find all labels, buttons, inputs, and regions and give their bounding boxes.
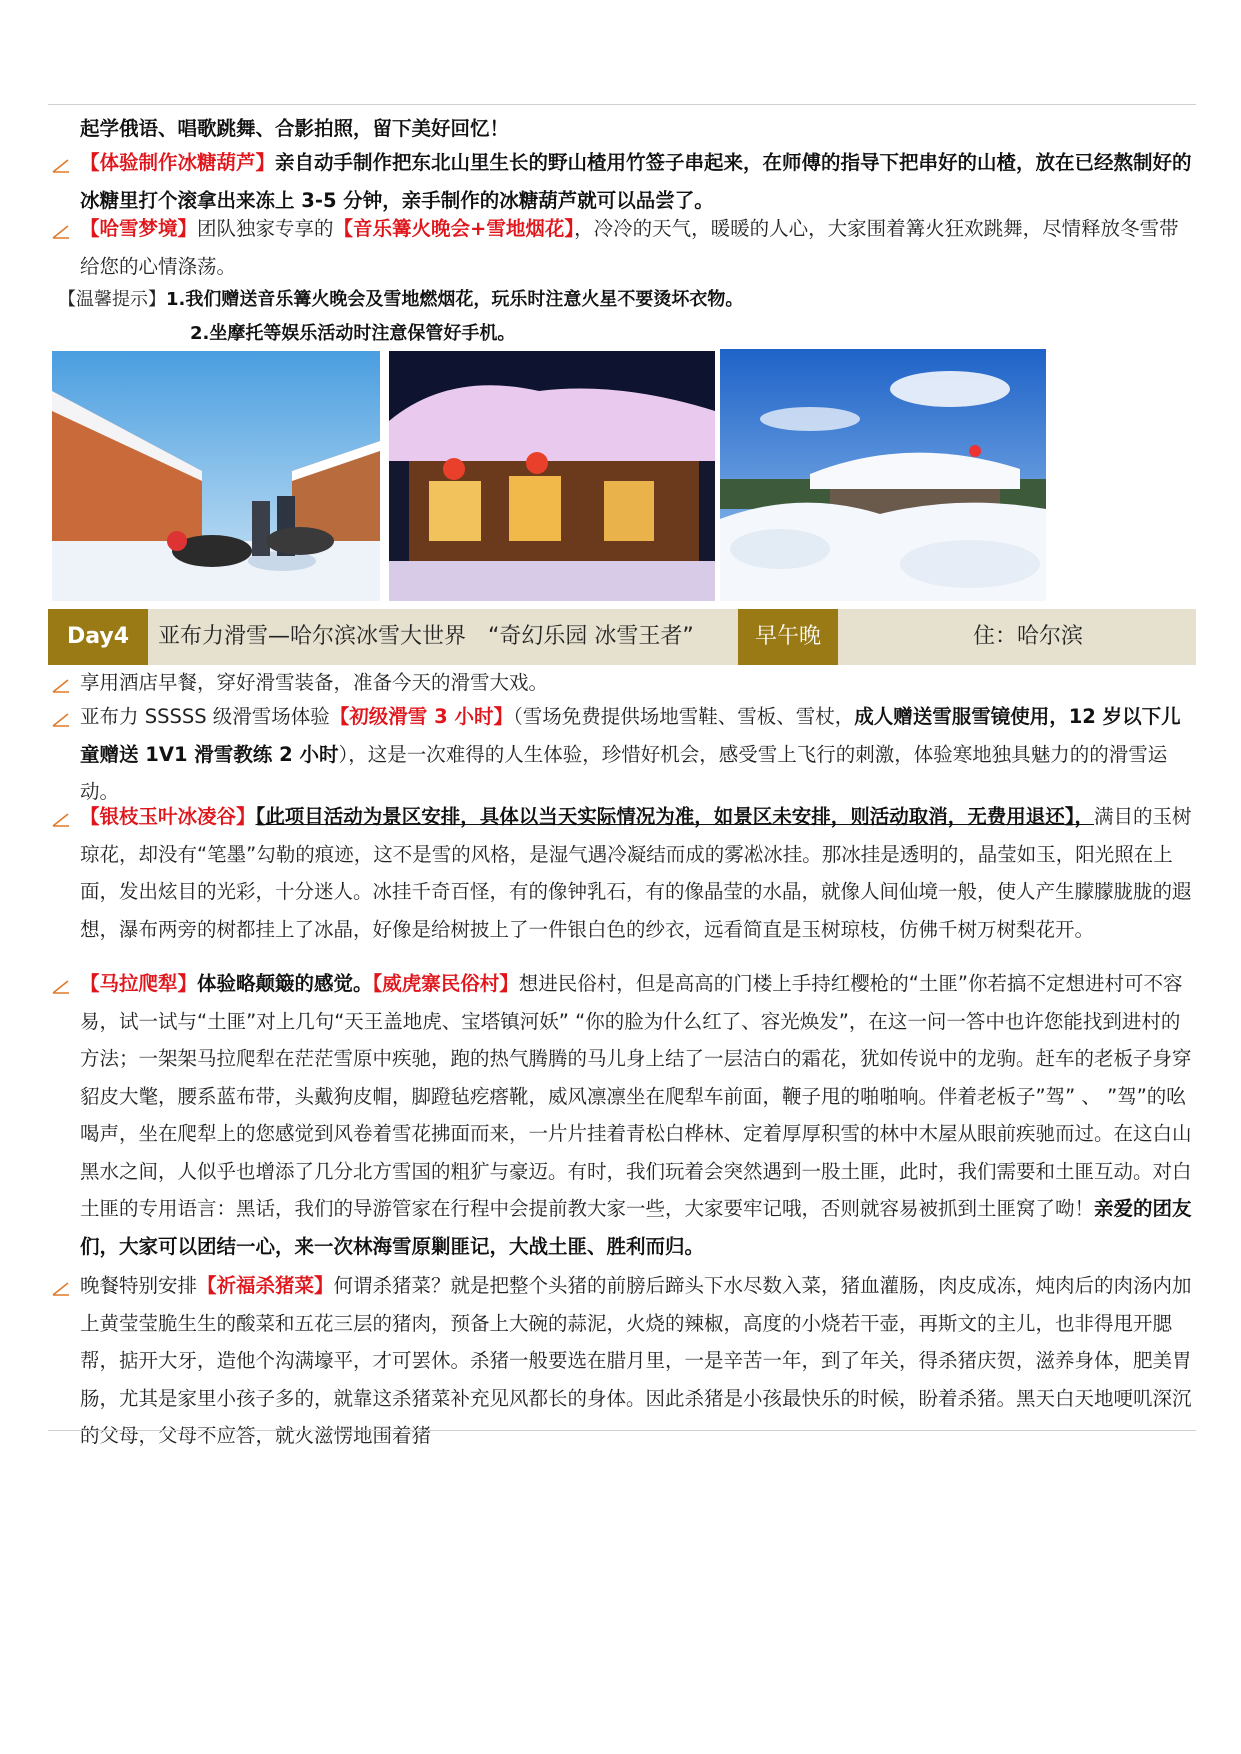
tag-pig-dinner: 【祈福杀猪菜】 <box>197 1274 334 1297</box>
tanghulu-body: 亲自动手制作把东北山里生长的野山楂用竹签子串起来，在师傅的指导下把串好的山楂，放在已经熬制好的冰糖里打个滚拿出来冻上 3-5 分钟，亲手制作的冰糖葫芦就可以品尝了。 <box>80 151 1192 212</box>
angle-bullet-icon <box>50 708 72 730</box>
haxue-pre: 团队独家专享的 <box>197 217 334 240</box>
ski-bold: 成人赠送雪服雪镜使用，12 岁以下儿童赠送 1V1 滑雪教练 2 小时 <box>80 705 1181 766</box>
ski-post: ），这是一次难得的人生体验，珍惜好机会，感受雪上飞行的刺激，体验寒地独具魅力的的滑雪运动。 <box>80 742 1168 803</box>
photo-snow-cabin-night <box>389 351 715 601</box>
section-skiing <box>80 698 1192 811</box>
angle-bullet-icon <box>50 975 72 997</box>
angle-bullet-icon <box>50 154 72 176</box>
haxue-body: ，冷冷的天气，暖暖的人心，大家围着篝火狂欢跳舞，尽情释放冬雪带给您的心情涤荡。 <box>80 217 1179 278</box>
day-route: 亚布力滑雪—哈尔滨冰雪大世界 “奇幻乐园 冰雪王者” <box>158 624 694 649</box>
tag-ski: 【初级滑雪 3 小时】 <box>329 705 513 728</box>
day-breakfast: 享用酒店早餐，穿好滑雪装备，准备今天的滑雪大戏。 <box>80 671 549 694</box>
section-icevalley <box>80 798 1192 948</box>
tips-line-2: 2.坐摩托等娱乐活动时注意保管好手机。 <box>190 323 516 344</box>
tag-weihu-village: 【威虎寨民俗村】 <box>372 972 519 995</box>
top-rule <box>48 104 1196 105</box>
horse-sled-bold: 体验略颠簸的感觉。 <box>197 972 373 995</box>
tag-tanghulu: 【体验制作冰糖葫芦】 <box>80 151 276 174</box>
tag-icevalley: 【银枝玉叶冰凌谷】 <box>80 805 256 828</box>
section-tanghulu <box>80 144 1192 219</box>
pig-pre: 晚餐特别安排 <box>80 1274 198 1297</box>
pig-body: 何谓杀猪菜？就是把整个头猪的前膀后蹄头下水尽数入菜，猪血灌肠，肉皮成冻，炖肉后的肉汤内加上黄莹莹脆生生的酸菜和五花三层的猪肉，预备上大碗的蒜泥，火烧的辣椒，高度的小烧若干壶，再斯文的主儿，也非得甩开腮帮，掂开大牙，造他个沟满壕平，才可罢休。杀猪一般要选在腊月里，一是辛苦一年，到了年关，得杀猪庆贺，滋养身体，肥美胃肠，尤其是家里小孩子多的，就靠这杀猪菜补充见风都长的身体。因此杀猪是小孩最快乐的时候，盼着杀猪。黑天白天地哽叽深沉的父母，父母不应答，就火滋愣地围着猪 <box>80 1274 1192 1447</box>
tag-horse-sled: 【马拉爬犁】 <box>80 972 198 995</box>
photo-dog-sled <box>52 351 380 601</box>
horse-sled-body: 想进民俗村，但是高高的门楼上手持红樱枪的“土匪”你若搞不定想进村可不容易，试一试与“土匪”对上几句“天王盖地虎、宝塔镇河妖” “你的脸为什么红了、容光焕发”，在这一问一答中也许您能找到进村的方法；一架架马拉爬犁在茫茫雪原中疾驰，跑的热气腾腾的马儿身上结了一层洁白的霜花，犹如传说中的龙驹。赶车的老板子身穿貂皮大氅，腰系蓝布带，头戴狗皮帽，脚蹬毡疙瘩靴，威风凛凛坐在爬犁车前面，鞭子甩的啪啪响。伴着老板子”驾” 、 ”驾”的吆喝声，坐在爬犁上的您感觉到风卷着雪花拂面而来，一片片挂着青松白桦林、定着厚厚积雪的林中木屋从眼前疾驰而过。在这白山黑水之间，人似乎也增添了几分北方雪国的粗犷与豪迈。有时，我们玩着会突然遇到一股土匪，此时，我们需要和土匪互动。对白土匪的专用语言：黑话，我们的导游管家在行程中会提前教大家一些，大家要牢记哦，否则就容易被抓到土匪窝了呦！ <box>80 972 1192 1220</box>
section-haxue <box>80 210 1192 285</box>
tag-haxue: 【哈雪梦境】 <box>80 217 198 240</box>
tips-line-1 <box>58 281 1188 319</box>
icevalley-note: 【此项目活动为景区安排，具体以当天实际情况为准，如景区未安排，则活动取消，无费用退还】， <box>255 805 1095 828</box>
horse-sled-closing: 亲爱的团友们，大家可以团结一心，来一次林海雪原剿匪记，大战土匪、胜利而归。 <box>80 1197 1192 1258</box>
tips-text-1: 1.我们赠送音乐篝火晚会及雪地燃烟花，玩乐时注意火星不要烫坏衣物。 <box>166 289 744 310</box>
day-meals: 早午晚 <box>738 609 838 665</box>
angle-bullet-icon <box>50 808 72 830</box>
icevalley-body: 满目的玉树琼花，却没有“笔墨”勾勒的痕迹，这不是雪的风格，是湿气遇冷凝结而成的雾凇冰挂。那冰挂是透明的，晶莹如玉，阳光照在上面，发出炫目的光彩，十分迷人。冰挂千奇百怪，有的像钟乳石，有的像晶莹的水晶，就像人间仙境一般，使人产生朦朦胧胧的遐想，瀑布两旁的树都挂上了冰晶，好像是给树披上了一件银白色的纱衣，远看简直是玉树琼枝，仿佛千树万树梨花开。 <box>80 805 1192 941</box>
photo-snow-village-day <box>720 349 1046 601</box>
day-label: Day4 <box>48 609 148 665</box>
day-stay: 住：哈尔滨 <box>972 624 1083 649</box>
tips-label: 【温馨提示】 <box>58 289 166 310</box>
angle-bullet-icon <box>50 220 72 242</box>
tag-bonfire: 【音乐篝火晚会+雪地烟花】 <box>333 217 575 240</box>
section-horse-sled <box>80 965 1192 1265</box>
angle-bullet-icon <box>50 674 72 696</box>
angle-bullet-icon <box>50 1277 72 1299</box>
section-pig-dinner <box>80 1267 1192 1447</box>
ski-mid: （雪场免费提供场地雪鞋、雪板、雪杖， <box>512 705 855 728</box>
bottom-rule <box>48 1430 1196 1431</box>
ski-pre: 亚布力 SSSSS 级滑雪场体验 <box>80 705 330 728</box>
day-header-bar <box>48 609 1196 665</box>
intro-line: 起学俄语、唱歌跳舞、合影拍照，留下美好回忆！ <box>80 117 510 140</box>
